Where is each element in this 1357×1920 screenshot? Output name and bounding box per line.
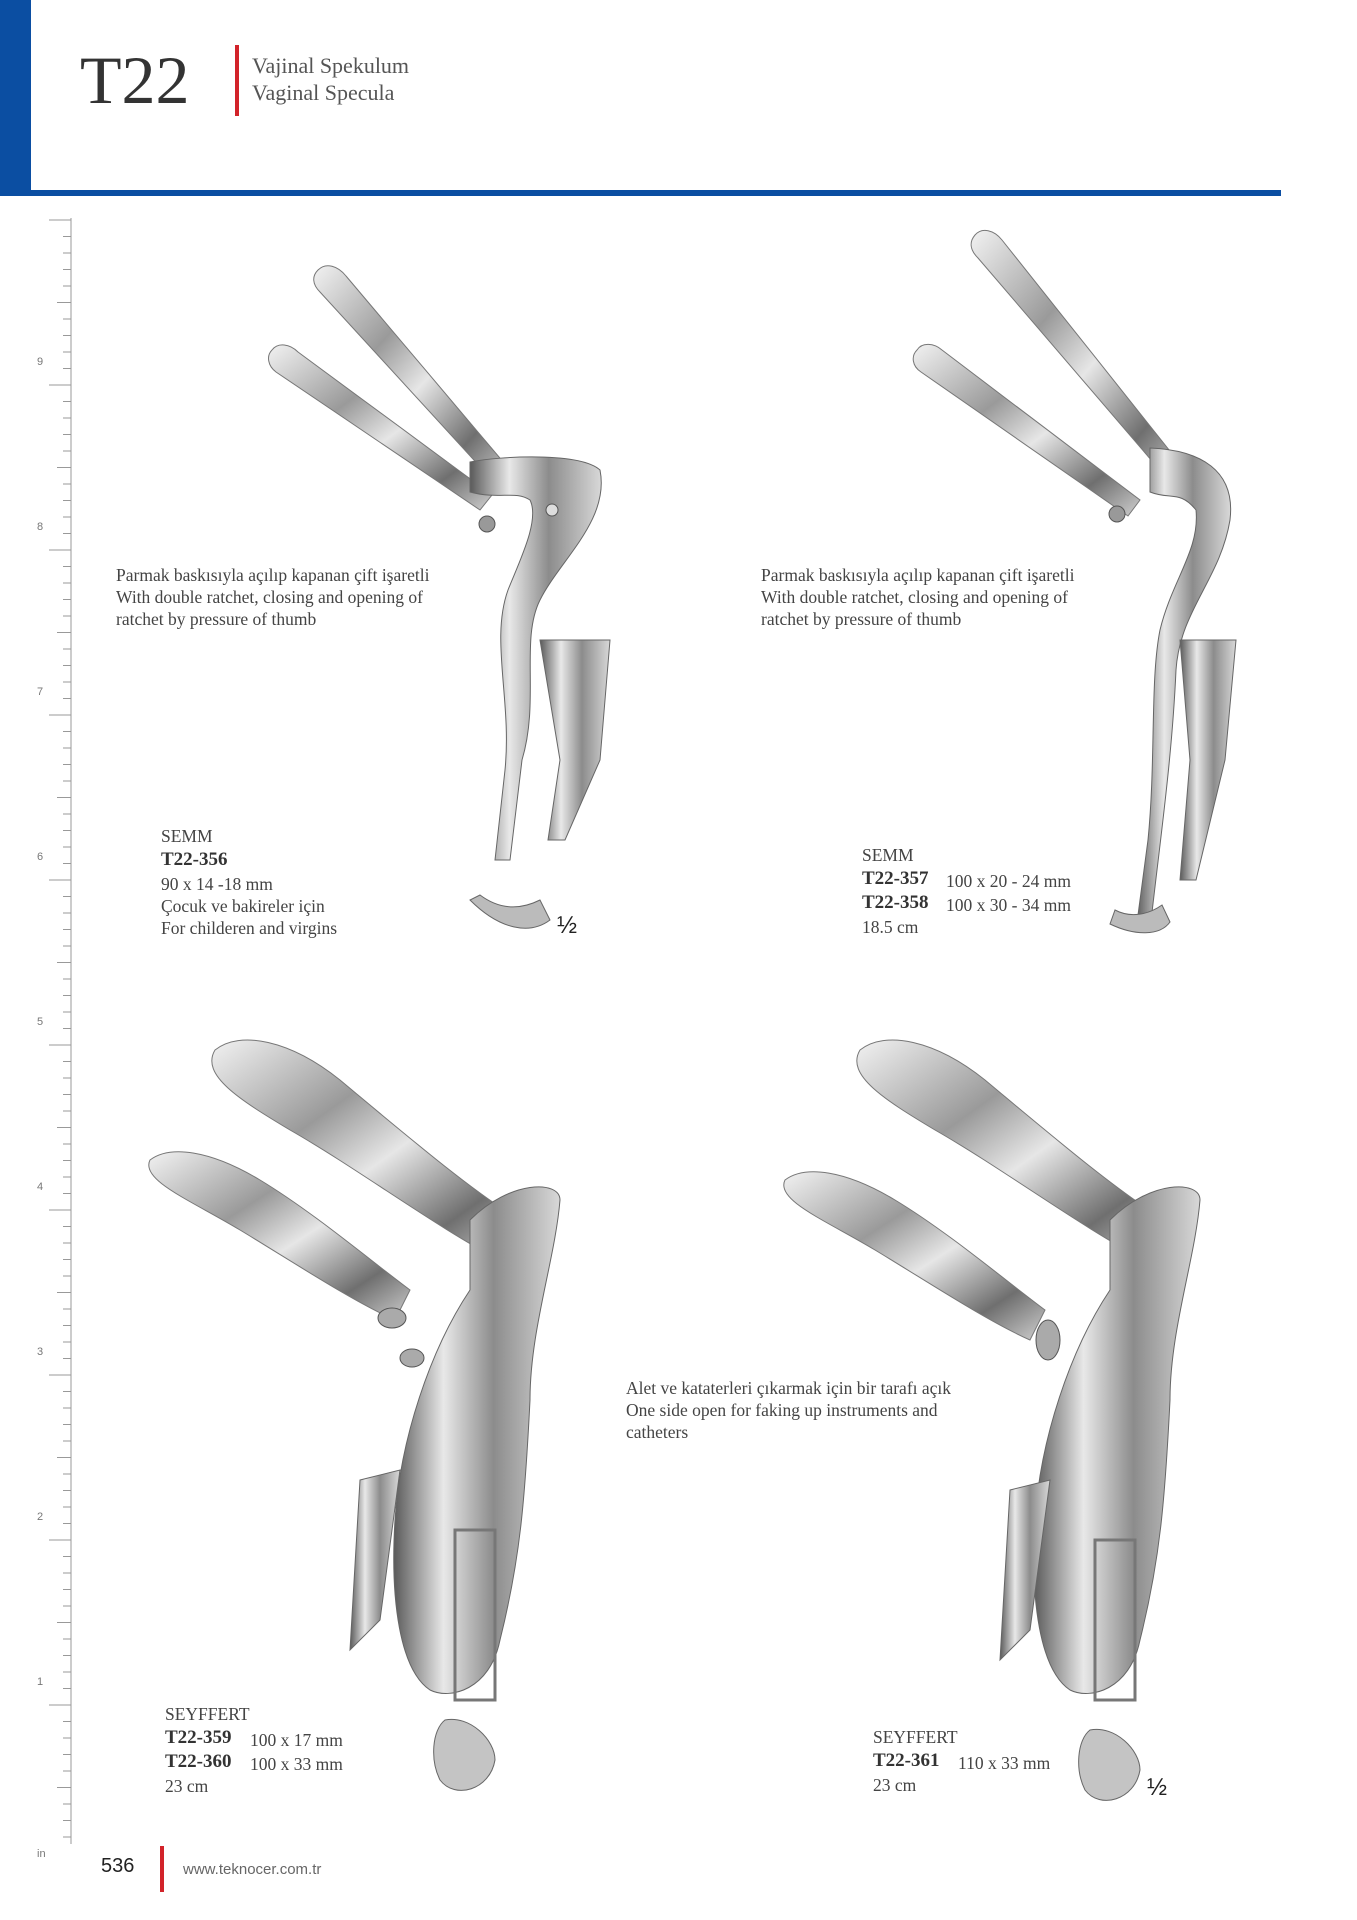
footer-website[interactable]: www.teknocer.com.tr <box>183 1861 322 1878</box>
product4-desc-2: One side open for faking up instruments and <box>626 1400 938 1420</box>
product2-size-1: 100 x 20 - 24 mm <box>946 871 1071 891</box>
ruler-unit: in <box>37 1848 46 1860</box>
product4-length: 23 cm <box>873 1775 917 1795</box>
title-turkish: Vajinal Spekulum <box>252 53 410 78</box>
product2-code-2: T22-358 <box>862 892 929 913</box>
ruler-label-2: 2 <box>37 1511 44 1523</box>
page-number: 536 <box>101 1855 135 1877</box>
product3-size-1: 100 x 17 mm <box>250 1730 343 1750</box>
instrument-image-seyffert-left <box>149 1040 560 1790</box>
ruler-label-6: 6 <box>37 851 44 863</box>
product4-code-1: T22-361 <box>873 1750 940 1771</box>
product3-code-1: T22-359 <box>165 1727 232 1748</box>
ruler-label-5: 5 <box>37 1016 44 1028</box>
product4-desc-1: Alet ve kataterleri çıkarmak için bir tarafı açık <box>626 1378 952 1398</box>
product1-desc-1: Parmak baskısıyla açılıp kapanan çift işaretli <box>116 565 430 585</box>
product1-desc-2: With double ratchet, closing and opening of <box>116 587 423 607</box>
ruler-label-3: 3 <box>37 1346 44 1358</box>
product1-line-1: 90 x 14 -18 mm <box>161 874 273 894</box>
ruler-label-8: 8 <box>37 521 44 533</box>
product3-length: 23 cm <box>165 1776 209 1796</box>
product1-scale: ½ <box>557 912 578 939</box>
product2-size-2: 100 x 30 - 34 mm <box>946 895 1071 915</box>
product1-name: SEMM <box>161 826 213 846</box>
product4-name: SEYFFERT <box>873 1727 958 1747</box>
product3-code-2: T22-360 <box>165 1751 232 1772</box>
product1-desc-3: ratchet by pressure of thumb <box>116 609 317 629</box>
product2-desc-1: Parmak baskısıyla açılıp kapanan çift işaretli <box>761 565 1075 585</box>
ruler-label-9: 9 <box>37 356 44 368</box>
product1-line-2: Çocuk ve bakireler için <box>161 896 325 916</box>
product2-length: 18.5 cm <box>862 917 919 937</box>
product4-size-1: 110 x 33 mm <box>958 1753 1051 1773</box>
ruler-label-7: 7 <box>37 686 44 698</box>
product2-code-1: T22-357 <box>862 868 929 889</box>
product1-code: T22-356 <box>161 849 228 870</box>
product2-name: SEMM <box>862 845 914 865</box>
title-english: Vaginal Specula <box>252 80 395 105</box>
product2-desc-2: With double ratchet, closing and opening of <box>761 587 1068 607</box>
ruler-label-4: 4 <box>37 1181 44 1193</box>
product4-scale: ½ <box>1147 1774 1168 1801</box>
product3-name: SEYFFERT <box>165 1704 250 1724</box>
product3-size-2: 100 x 33 mm <box>250 1754 343 1774</box>
product4-desc-3: catheters <box>626 1422 689 1442</box>
section-code: T22 <box>80 42 190 118</box>
footer-accent-bar <box>160 1846 164 1892</box>
product1-line-3: For childeren and virgins <box>161 918 338 938</box>
ruler-label-1: 1 <box>37 1676 44 1688</box>
product2-desc-3: ratchet by pressure of thumb <box>761 609 962 629</box>
